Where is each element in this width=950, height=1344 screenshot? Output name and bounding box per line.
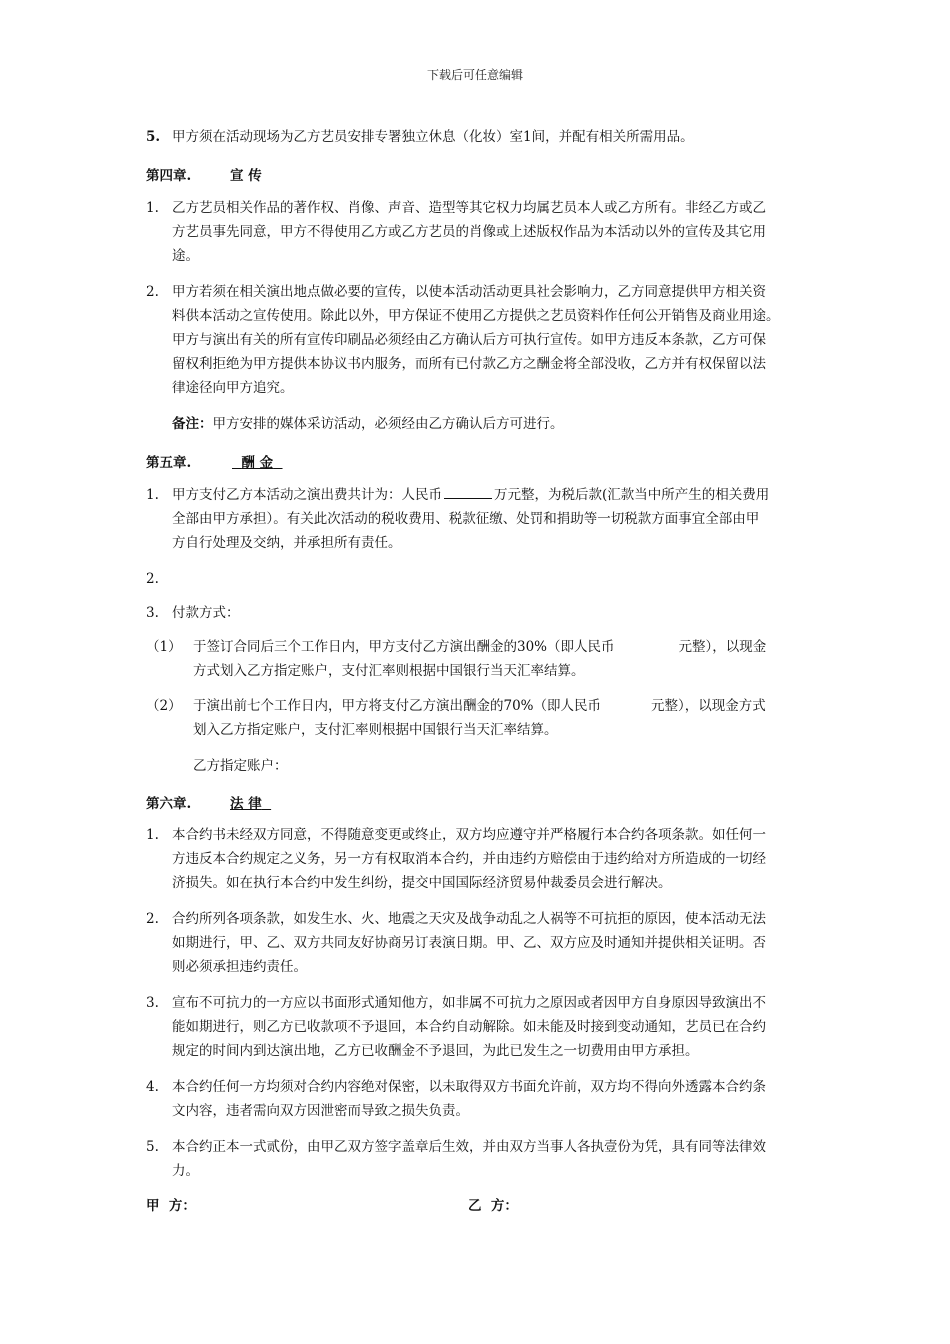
ch4-item-1-line-2: 方艺员事先同意，甲方不得使用乙方或乙方艺员的肖像或上述版权作品为本活动以外的宣传及其它用 [172, 224, 766, 240]
ch5-item-1-line-3: 方自行处理及交纳，并承担所有责任。 [172, 535, 402, 551]
ch6-item-1-line-2: 方违反本合约规定之义务，另一方有权取消本合约，并由违约方赔偿由于违约给对方所造成的一切经 [172, 851, 766, 867]
ch4-note-label: 备注： [172, 416, 213, 432]
ch6-item-5-number: 5. [146, 1139, 159, 1155]
ch4-item-2-line-4: 留权利拒绝为甲方提供本协议书内服务，而所有已付款乙方之酬金将全部没收，乙方并有权保留以法 [172, 356, 766, 372]
pay-1-line-1: 于签订合同后三个工作日内，甲方支付乙方演出酬金的30%（即人民币 元整），以现金 [193, 639, 767, 655]
ch4-note [172, 415, 564, 433]
account-label: 乙方指定账户： [193, 758, 288, 774]
ch4-item-1-number: 1. [146, 200, 159, 216]
ch4-item-1-line-1: 乙方艺员相关作品的著作权、肖像、声音、造型等其它权力均属艺员本人或乙方所有。非经乙方或乙 [172, 200, 766, 216]
ch4-item-2-line-3: 甲方与演出有关的所有宣传印刷品必须经由乙方确认后方可执行宣传。如甲方违反本条款，乙方可保 [172, 332, 766, 348]
pay-2-line-1: 于演出前七个工作日内，甲方将支付乙方演出酬金的70%（即人民币 元整），以现金方式 [193, 698, 766, 714]
chapter-4-title: 宣 传 [230, 168, 262, 184]
ch6-item-2-line-2: 如期进行，甲、乙、双方共同友好协商另订表演日期。甲、乙、双方应及时通知并提供相关证明。否 [172, 935, 766, 951]
pay-1-line-2: 方式划入乙方指定账户，支付汇率则根据中国银行当天汇率结算。 [193, 663, 585, 679]
page-header: 下载后可任意编辑 [426, 68, 523, 82]
fee-blank [444, 486, 492, 499]
chapter-6-label: 第六章. [146, 796, 192, 812]
ch4-item-2-line-5: 律途径向甲方追究。 [172, 380, 294, 396]
chapter-5-label: 第五章. [146, 455, 192, 471]
chapter-4-heading [146, 164, 262, 184]
ch6-item-1-line-3: 济损失。如在执行本合约中发生纠纷，提交中国国际经济贸易仲裁委员会进行解决。 [172, 875, 672, 891]
ch5-item-3-text: 付款方式： [172, 605, 240, 621]
chapter-6-heading [146, 792, 262, 812]
ch6-item-3-line-3: 规定的时间内到达演出地，乙方已收酬金不予退回，为此已发生之一切费用由甲方承担。 [172, 1043, 699, 1059]
ch5-item-2-number: 2. [146, 571, 159, 587]
ch5-item-3-number: 3. [146, 605, 159, 621]
chapter-5-title: 酬 金 [241, 455, 274, 471]
ch6-item-1-line-1: 本合约书未经双方同意，不得随意变更或终止，双方均应遵守并严格履行本合约各项条款。如任何一 [172, 827, 766, 843]
chapter-4-label: 第四章. [146, 168, 192, 184]
ch6-item-4-number: 4. [146, 1079, 159, 1095]
top-item-number: 5. [146, 129, 161, 145]
ch4-item-2-line-2: 料供本活动之宣传使用。除此以外，甲方保证不使用乙方提供之艺员资料作任何公开销售及商业用途。 [172, 308, 780, 324]
pay-1-number: （1） [146, 639, 182, 655]
ch6-item-4-line-1: 本合约任何一方均须对合约内容绝对保密，以未取得双方书面允许前，双方均不得向外透露本合约条 [172, 1079, 766, 1095]
ch4-note-text: 甲方安排的媒体采访活动，必须经由乙方确认后方可进行。 [212, 416, 564, 432]
ch5-item-1-line-2: 全部由甲方承担）。有关此次活动的税收费用、税款征缴、处罚和捐助等一切税款方面事宜全部由甲 [172, 511, 760, 527]
ch6-item-5-line-1: 本合约正本一式贰份，由甲乙双方签字盖章后生效，并由双方当事人各执壹份为凭，具有同等法律效 [172, 1139, 766, 1155]
ch6-item-1-number: 1. [146, 827, 159, 843]
ch5-item-1-number: 1. [146, 487, 159, 503]
pay-2-number: （2） [146, 698, 182, 714]
pay-2-line-2: 划入乙方指定账户，支付汇率则根据中国银行当天汇率结算。 [193, 722, 558, 738]
ch6-item-5-line-2: 力。 [172, 1163, 199, 1179]
ch6-item-3-number: 3. [146, 995, 159, 1011]
ch6-item-3-line-1: 宣布不可抗力的一方应以书面形式通知他方，如非属不可抗力之原因或者因甲方自身原因导致演出不 [172, 995, 766, 1011]
ch6-item-4-line-2: 文内容，违者需向双方因泄密而导致之损失负责。 [172, 1103, 469, 1119]
party-b-signature-label: 乙 方： [468, 1198, 518, 1214]
ch4-item-1-line-3: 途。 [172, 248, 199, 264]
ch5-item-1-line-1: 甲方支付乙方本活动之演出费共计为：人民币 万元整，为税后款(汇款当中所产生的相关费用 [172, 487, 770, 503]
party-a-signature-label: 甲 方： [146, 1198, 196, 1214]
ch6-item-2-line-1: 合约所列各项条款，如发生水、火、地震之天灾及战争动乱之人祸等不可抗拒的原因，使本活动无法 [172, 911, 766, 927]
chapter-6-title: 法 律 [230, 796, 262, 812]
ch4-item-2-line-1: 甲方若须在相关演出地点做必要的宣传，以使本活动活动更具社会影响力，乙方同意提供甲方相关资 [172, 284, 766, 300]
chapter-5-heading [146, 451, 274, 471]
ch6-item-2-number: 2. [146, 911, 159, 927]
top-item-text: 甲方须在活动现场为乙方艺员安排专署独立休息（化妆）室1间，并配有相关所需用品。 [172, 129, 694, 145]
ch6-item-2-line-3: 则必须承担违约责任。 [172, 959, 307, 975]
ch4-item-2-number: 2. [146, 284, 159, 300]
ch6-item-3-line-2: 能如期进行，则乙方已收款项不予退回，本合约自动解除。如未能及时接到变动通知，艺员已在合约 [172, 1019, 766, 1035]
